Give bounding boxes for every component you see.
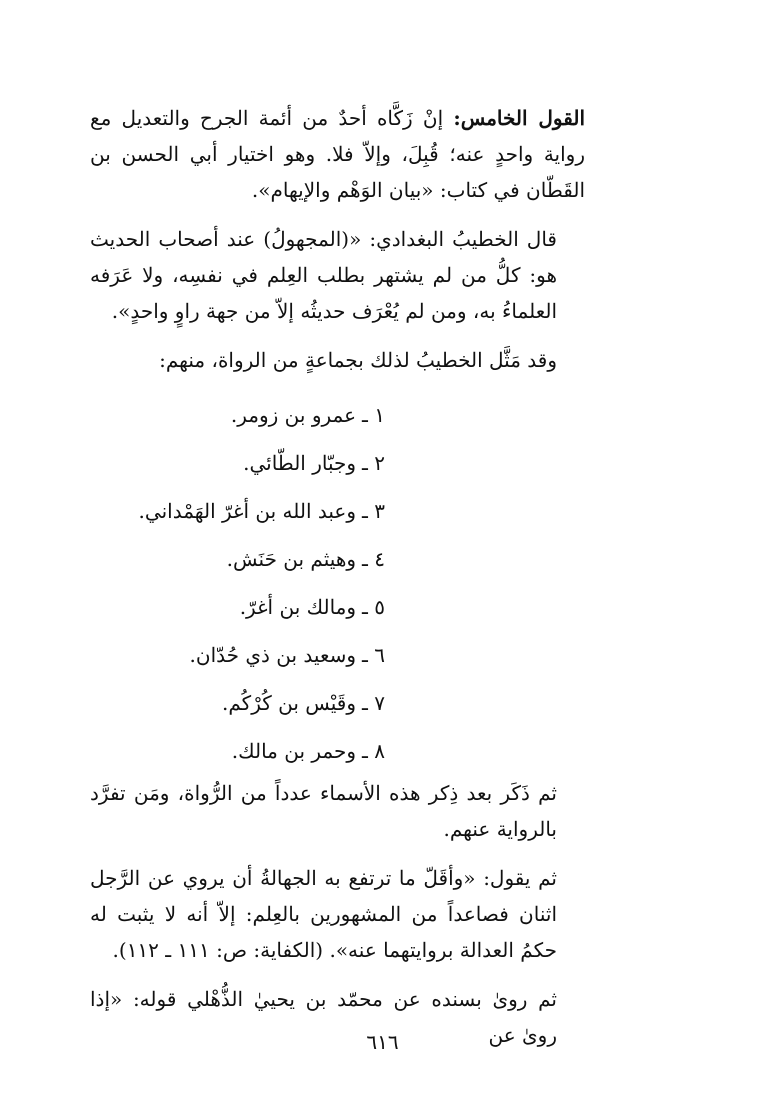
list-item-name: عمرو بن زومر. bbox=[230, 403, 357, 427]
list-item-name: ومالك بن أغرّ. bbox=[239, 595, 357, 619]
list-item bbox=[90, 679, 385, 727]
list-item bbox=[90, 439, 385, 487]
narrator-list bbox=[90, 391, 585, 775]
list-item-number: ٨ ـ bbox=[362, 739, 385, 763]
paragraph-lead: القول الخامس: bbox=[453, 106, 585, 130]
list-item-name: وقَيْس بن كُرْكُم. bbox=[222, 691, 357, 715]
list-item bbox=[90, 535, 385, 583]
list-item bbox=[90, 727, 385, 775]
list-item-number: ٦ ـ bbox=[362, 643, 385, 667]
list-item bbox=[90, 391, 385, 439]
list-item-name: وعبد الله بن أغرّ الهَمْداني. bbox=[138, 499, 357, 523]
list-item-number: ١ ـ bbox=[362, 403, 385, 427]
paragraph-fifth-opinion bbox=[90, 100, 585, 208]
list-item-name: وحمر بن مالك. bbox=[231, 739, 357, 763]
list-item-number: ٣ ـ bbox=[362, 499, 385, 523]
list-item-number: ٧ ـ bbox=[362, 691, 385, 715]
paragraph-khatib-definition: قال الخطيبُ البغدادي: «(المجهولُ) عند أصحاب الحديث هو: كلُّ من لم يشتهر بطلب العِلم في نفسِه، ولا عَرَفه العلماءُ به، ومن لم يُعْرَف حديثُه إلاّ من جهة راوٍ واحدٍ». bbox=[90, 227, 557, 323]
list-item-name: وجبّار الطّائي. bbox=[243, 451, 357, 475]
list-item-number: ٥ ـ bbox=[362, 595, 385, 619]
list-item-name: وهيثم بن حَنَش. bbox=[226, 547, 357, 571]
list-item bbox=[90, 583, 385, 631]
list-item bbox=[90, 487, 385, 535]
paragraph-kifaya-quote: ثم يقول: «وأقَلّ ما ترتفع به الجهالةُ أن يروي عن الرَّجل اثنان فصاعداً من المشهورين بالعِلم: إلاّ أنه لا يثبت له حكمُ العدالة بروايتهما عنه». (الكفاية: ص: ١١١ ـ ١١٢). bbox=[90, 866, 557, 962]
list-item bbox=[90, 631, 385, 679]
list-item-name: وسعيد بن ذي حُدّان. bbox=[189, 643, 357, 667]
paragraph-narrators-count: ثم ذَكَر بعد ذِكر هذه الأسماء عدداً من الرُّواة، ومَن تفرَّد بالرواية عنهم. bbox=[90, 781, 558, 841]
paragraph-text: إنْ زَكَّاه أحدٌ من أئمة الجرح والتعديل مع رواية واحدٍ عنه؛ قُبِلَ، وإلاّ فلا. وهو اختيار أبي الحسن بن القَطّان في كتاب: «بيان الوَهْم والإيهام». bbox=[90, 106, 585, 202]
list-intro: وقد مَثَّل الخطيبُ لذلك بجماعةٍ من الرواة، منهم: bbox=[159, 348, 557, 372]
list-item-number: ٢ ـ bbox=[362, 451, 385, 475]
paragraph-dhuhli-quote: ثم روىٰ بسنده عن محمّد بن يحييٰ الذُّهْلي قوله: «إذا روىٰ عن bbox=[90, 987, 557, 1047]
list-item-number: ٤ ـ bbox=[362, 547, 385, 571]
page-number: ٦١٦ bbox=[366, 1030, 399, 1054]
